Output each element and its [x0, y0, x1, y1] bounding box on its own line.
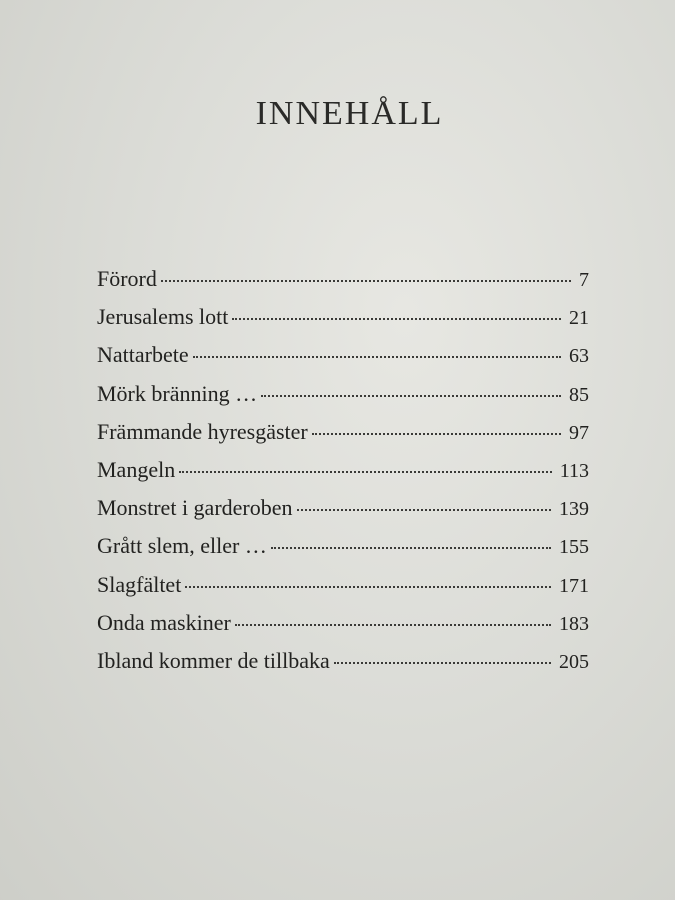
toc-entry-page: 21	[569, 307, 589, 330]
toc-entry	[97, 381, 589, 419]
dot-leader	[271, 547, 551, 549]
dot-leader	[297, 509, 552, 511]
dot-leader	[161, 280, 571, 282]
toc-entry	[97, 533, 589, 571]
toc-entry-page: 171	[559, 574, 589, 597]
toc-entry-title: Slagfältet	[97, 571, 182, 597]
toc-entry-title: Främmande hyresgäster	[97, 418, 308, 444]
toc-entry	[97, 495, 589, 533]
dot-leader	[334, 662, 551, 664]
toc-entry	[97, 572, 589, 610]
dot-leader	[193, 356, 561, 358]
toc-entry-title: Grått slem, eller …	[97, 533, 267, 559]
toc-entry-title: Ibland kommer de tillbaka	[97, 647, 330, 673]
dot-leader	[312, 433, 561, 435]
toc-entry-page: 63	[569, 345, 589, 368]
toc-entry	[97, 419, 589, 457]
toc-entry	[97, 648, 589, 686]
toc-entry-page: 7	[579, 269, 589, 291]
dot-leader	[235, 624, 551, 626]
toc-entry	[97, 304, 589, 342]
toc-entry-title: Mörk bränning …	[97, 380, 258, 406]
toc-entry-page: 183	[559, 612, 589, 635]
toc-entry-page: 113	[559, 459, 589, 482]
toc-entry	[97, 266, 589, 304]
toc-entry-title: Mangeln	[97, 456, 176, 482]
toc-entry-page: 155	[559, 536, 589, 559]
toc-entry-page: 97	[569, 421, 589, 444]
toc-entry	[97, 342, 589, 380]
dot-leader	[232, 318, 561, 320]
toc-entry-title: Nattarbete	[97, 342, 189, 368]
toc-entry	[97, 610, 589, 648]
toc-entry	[97, 457, 589, 495]
table-of-contents	[97, 266, 589, 686]
toc-entry-title: Onda maskiner	[97, 609, 231, 635]
toc-entry-title: Förord	[97, 266, 157, 291]
dot-leader	[261, 395, 561, 397]
toc-entry-page: 139	[559, 498, 589, 521]
page-title: INNEHÅLL	[255, 94, 444, 132]
dot-leader	[179, 471, 552, 473]
dot-leader	[185, 586, 551, 588]
toc-entry-title: Jerusalems lott	[97, 304, 229, 330]
toc-entry-title: Monstret i garderoben	[97, 495, 293, 521]
toc-entry-page: 85	[569, 383, 589, 406]
toc-entry-page: 205	[559, 650, 589, 673]
